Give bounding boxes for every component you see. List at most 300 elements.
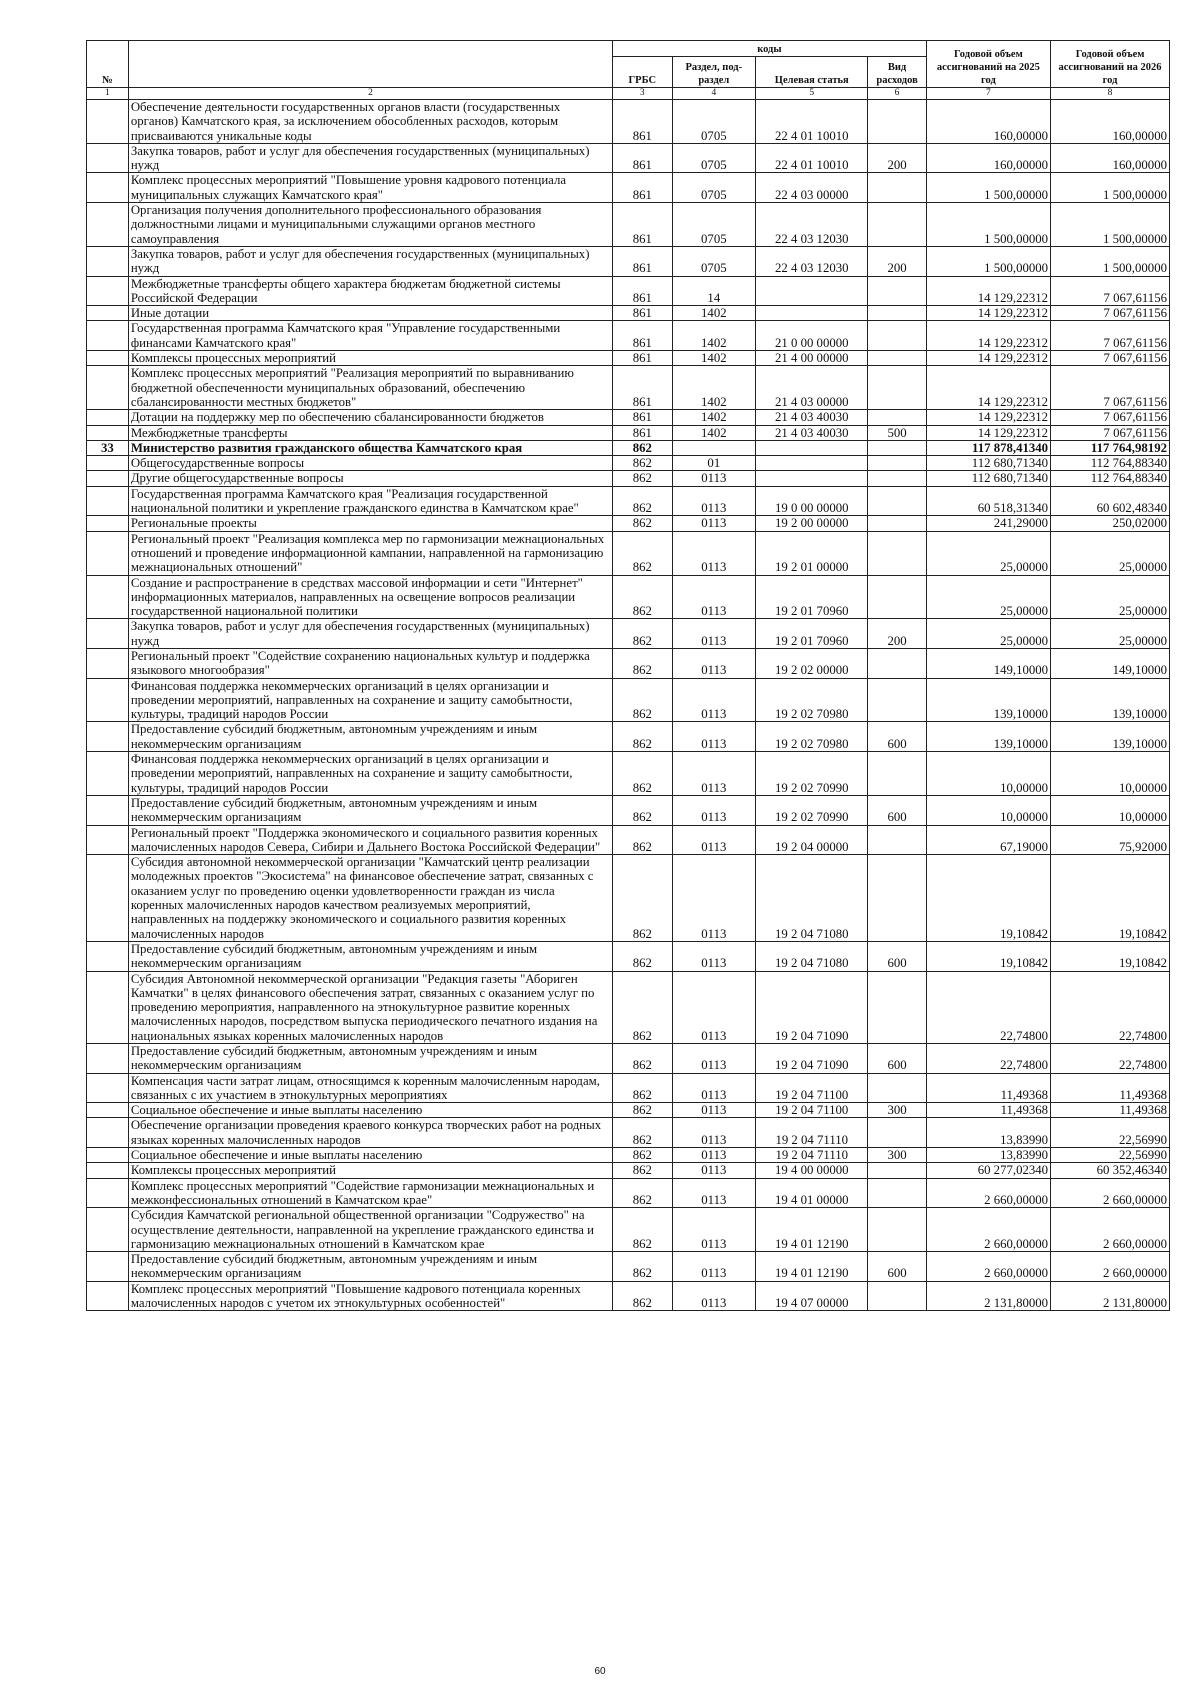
row-number	[87, 941, 129, 971]
volume-2026: 10,00000	[1051, 752, 1170, 796]
expense-type-code	[868, 410, 926, 425]
item-name: Региональный проект "Реализация комплекса мер по гармонизации межнациональных отношений и проведение информационной кампании, направленной на гармонизацию межнациональных отношений"	[128, 531, 612, 575]
table-row	[87, 855, 1170, 942]
section-code: 1402	[672, 351, 756, 366]
item-name: Закупка товаров, работ и услуг для обеспечения государственных (муниципальных) нужд	[128, 143, 612, 173]
table-row	[87, 619, 1170, 649]
table-row	[87, 1073, 1170, 1103]
table-row	[87, 722, 1170, 752]
item-name: Финансовая поддержка некоммерческих организаций в целях организации и проведении мероприятий, направленных на сохранение и защиту самобытности, культуры, традиций народов России	[128, 678, 612, 722]
grbs-code: 861	[613, 321, 672, 351]
volume-2026: 19,10842	[1051, 855, 1170, 942]
volume-2025: 160,00000	[926, 100, 1050, 144]
row-number	[87, 971, 129, 1043]
volume-2026: 7 067,61156	[1051, 351, 1170, 366]
grbs-code: 862	[613, 1148, 672, 1163]
item-name: Комплекс процессных мероприятий "Содействие гармонизации межнациональных и межконфессиональных отношений в Камчатском крае"	[128, 1178, 612, 1208]
expense-type-code	[868, 531, 926, 575]
grbs-code: 862	[613, 575, 672, 619]
target-code	[756, 276, 868, 306]
volume-2025: 25,00000	[926, 575, 1050, 619]
grbs-code: 862	[613, 531, 672, 575]
target-code: 19 4 01 12190	[756, 1208, 868, 1252]
row-number	[87, 1148, 129, 1163]
grbs-code: 862	[613, 619, 672, 649]
grbs-code: 861	[613, 410, 672, 425]
row-number	[87, 1208, 129, 1252]
volume-2025: 19,10842	[926, 855, 1050, 942]
section-code: 0705	[672, 173, 756, 203]
row-number	[87, 722, 129, 752]
expense-type-code	[868, 306, 926, 321]
grbs-code: 862	[613, 1163, 672, 1178]
row-number	[87, 648, 129, 678]
item-name: Комплекс процессных мероприятий "Повышение кадрового потенциала коренных малочисленных народов с учетом их этнокультурных особенностей"	[128, 1281, 612, 1311]
expense-type-code	[868, 516, 926, 531]
row-number	[87, 1178, 129, 1208]
item-name: Региональные проекты	[128, 516, 612, 531]
target-code: 21 4 03 40030	[756, 425, 868, 440]
volume-2025: 2 131,80000	[926, 1281, 1050, 1311]
item-name: Межбюджетные трансферты	[128, 425, 612, 440]
table-row	[87, 678, 1170, 722]
target-code: 22 4 01 10010	[756, 100, 868, 144]
target-code: 19 4 00 00000	[756, 1163, 868, 1178]
column-number: 1	[87, 88, 129, 100]
table-row	[87, 1252, 1170, 1282]
volume-2025: 112 680,71340	[926, 456, 1050, 471]
grbs-code: 862	[613, 486, 672, 516]
table-row	[87, 1044, 1170, 1074]
grbs-code: 862	[613, 471, 672, 486]
target-code: 19 2 04 71100	[756, 1103, 868, 1118]
table-row	[87, 440, 1170, 455]
section-code: 0113	[672, 531, 756, 575]
table-row	[87, 203, 1170, 247]
row-number	[87, 619, 129, 649]
volume-2026: 22,56990	[1051, 1118, 1170, 1148]
item-name: Обеспечение организации проведения краевого конкурса творческих работ на родных языках коренных малочисленных народов	[128, 1118, 612, 1148]
expense-type-code: 200	[868, 619, 926, 649]
table-row	[87, 246, 1170, 276]
row-number	[87, 678, 129, 722]
header-name	[128, 41, 612, 88]
section-code: 1402	[672, 306, 756, 321]
item-name: Предоставление субсидий бюджетным, автономным учреждениям и иным некоммерческим организациям	[128, 1252, 612, 1282]
volume-2025: 139,10000	[926, 678, 1050, 722]
page-number: 60	[594, 1666, 606, 1677]
volume-2025: 13,83990	[926, 1118, 1050, 1148]
item-name: Межбюджетные трансферты общего характера бюджетам бюджетной системы Российской Федерации	[128, 276, 612, 306]
target-code: 22 4 01 10010	[756, 143, 868, 173]
volume-2026: 75,92000	[1051, 825, 1170, 855]
table-row	[87, 516, 1170, 531]
volume-2026: 25,00000	[1051, 575, 1170, 619]
volume-2025: 2 660,00000	[926, 1252, 1050, 1282]
expense-type-code	[868, 486, 926, 516]
expense-type-code	[868, 100, 926, 144]
target-code: 19 4 01 12190	[756, 1252, 868, 1282]
grbs-code: 862	[613, 1281, 672, 1311]
section-code: 0113	[672, 1281, 756, 1311]
budget-table	[86, 40, 1170, 1311]
table-row	[87, 531, 1170, 575]
header-target: Целевая статья	[756, 57, 868, 88]
table-row	[87, 941, 1170, 971]
volume-2025: 14 129,22312	[926, 306, 1050, 321]
section-code: 0113	[672, 471, 756, 486]
table-row	[87, 456, 1170, 471]
volume-2025: 14 129,22312	[926, 276, 1050, 306]
section-code: 0113	[672, 722, 756, 752]
target-code: 22 4 03 12030	[756, 246, 868, 276]
table-row	[87, 410, 1170, 425]
row-number	[87, 366, 129, 410]
section-code: 0113	[672, 971, 756, 1043]
grbs-code: 862	[613, 722, 672, 752]
volume-2026: 139,10000	[1051, 722, 1170, 752]
row-number	[87, 825, 129, 855]
table-row	[87, 1148, 1170, 1163]
item-name: Государственная программа Камчатского края "Управление государственными финансами Камчатского края"	[128, 321, 612, 351]
expense-type-code	[868, 825, 926, 855]
target-code: 19 2 04 71090	[756, 1044, 868, 1074]
expense-type-code: 600	[868, 722, 926, 752]
item-name: Закупка товаров, работ и услуг для обеспечения государственных (муниципальных) нужд	[128, 619, 612, 649]
table-row	[87, 425, 1170, 440]
volume-2026: 25,00000	[1051, 531, 1170, 575]
volume-2026: 60 352,46340	[1051, 1163, 1170, 1178]
item-name: Компенсация части затрат лицам, относящимся к коренным малочисленным народам, связанных с их участием в этнокультурных мероприятиях	[128, 1073, 612, 1103]
row-number	[87, 855, 129, 942]
item-name: Социальное обеспечение и иные выплаты населению	[128, 1103, 612, 1118]
grbs-code: 861	[613, 366, 672, 410]
target-code: 19 2 04 71110	[756, 1118, 868, 1148]
row-number	[87, 456, 129, 471]
item-name: Министерство развития гражданского общества Камчатского края	[128, 440, 612, 455]
volume-2026: 112 764,88340	[1051, 471, 1170, 486]
expense-type-code	[868, 648, 926, 678]
item-name: Закупка товаров, работ и услуг для обеспечения государственных (муниципальных) нужд	[128, 246, 612, 276]
expense-type-code	[868, 1118, 926, 1148]
item-name: Предоставление субсидий бюджетным, автономным учреждениям и иным некоммерческим организациям	[128, 1044, 612, 1074]
table-row	[87, 100, 1170, 144]
volume-2026: 1 500,00000	[1051, 246, 1170, 276]
grbs-code: 862	[613, 855, 672, 942]
section-code: 14	[672, 276, 756, 306]
volume-2026: 7 067,61156	[1051, 410, 1170, 425]
expense-type-code: 600	[868, 1252, 926, 1282]
volume-2026: 2 660,00000	[1051, 1252, 1170, 1282]
grbs-code: 862	[613, 941, 672, 971]
expense-type-code	[868, 1208, 926, 1252]
volume-2026: 7 067,61156	[1051, 276, 1170, 306]
expense-type-code: 600	[868, 1044, 926, 1074]
grbs-code: 862	[613, 516, 672, 531]
target-code	[756, 456, 868, 471]
table-row	[87, 1163, 1170, 1178]
section-code: 0113	[672, 1178, 756, 1208]
column-number: 7	[926, 88, 1050, 100]
grbs-code: 862	[613, 440, 672, 455]
grbs-code: 862	[613, 1103, 672, 1118]
budget-sheet	[86, 40, 1170, 1311]
row-number	[87, 486, 129, 516]
target-code: 19 2 02 70990	[756, 752, 868, 796]
target-code	[756, 306, 868, 321]
target-code: 19 2 04 71080	[756, 941, 868, 971]
volume-2026: 25,00000	[1051, 619, 1170, 649]
item-name: Финансовая поддержка некоммерческих организаций в целях организации и проведении мероприятий, направленных на сохранение и защиту самобытности, культуры, традиций народов России	[128, 752, 612, 796]
volume-2025: 19,10842	[926, 941, 1050, 971]
grbs-code: 862	[613, 1252, 672, 1282]
row-number	[87, 246, 129, 276]
section-code: 0113	[672, 855, 756, 942]
item-name: Региональный проект "Содействие сохранению национальных культур и поддержка языкового многообразия"	[128, 648, 612, 678]
section-code: 1402	[672, 410, 756, 425]
column-number-row	[87, 88, 1170, 100]
volume-2025: 139,10000	[926, 722, 1050, 752]
target-code	[756, 440, 868, 455]
grbs-code: 861	[613, 100, 672, 144]
column-number: 8	[1051, 88, 1170, 100]
volume-2026: 7 067,61156	[1051, 366, 1170, 410]
volume-2025: 112 680,71340	[926, 471, 1050, 486]
row-number	[87, 752, 129, 796]
volume-2025: 14 129,22312	[926, 410, 1050, 425]
grbs-code: 862	[613, 456, 672, 471]
row-number	[87, 351, 129, 366]
section-code: 0113	[672, 1073, 756, 1103]
section-code: 0113	[672, 1208, 756, 1252]
item-name: Создание и распространение в средствах массовой информации и сети "Интернет" информационных материалов, направленных на освещение вопросов реализации государственной национальной политики	[128, 575, 612, 619]
expense-type-code: 600	[868, 941, 926, 971]
grbs-code: 862	[613, 795, 672, 825]
grbs-code: 861	[613, 276, 672, 306]
item-name: Организация получения дополнительного профессионального образования должностными лицами и муниципальными служащими органов местного самоуправления	[128, 203, 612, 247]
target-code: 19 2 04 00000	[756, 825, 868, 855]
target-code: 19 2 02 70990	[756, 795, 868, 825]
item-name: Предоставление субсидий бюджетным, автономным учреждениям и иным некоммерческим организациям	[128, 722, 612, 752]
grbs-code: 861	[613, 246, 672, 276]
item-name: Комплекс процессных мероприятий "Реализация мероприятий по выравниванию бюджетной обеспеченности муниципальных образований, обеспечению сбалансированности местных бюджетов"	[128, 366, 612, 410]
table-row	[87, 351, 1170, 366]
table-row	[87, 471, 1170, 486]
volume-2026: 22,74800	[1051, 1044, 1170, 1074]
expense-type-code	[868, 1073, 926, 1103]
column-number: 6	[868, 88, 926, 100]
expense-type-code	[868, 203, 926, 247]
row-number	[87, 1073, 129, 1103]
volume-2025: 25,00000	[926, 619, 1050, 649]
section-code: 0113	[672, 619, 756, 649]
target-code: 21 4 03 40030	[756, 410, 868, 425]
target-code: 19 2 02 70980	[756, 722, 868, 752]
volume-2025: 2 660,00000	[926, 1178, 1050, 1208]
target-code: 22 4 03 00000	[756, 173, 868, 203]
volume-2026: 7 067,61156	[1051, 306, 1170, 321]
volume-2026: 250,02000	[1051, 516, 1170, 531]
table-row	[87, 752, 1170, 796]
row-number	[87, 471, 129, 486]
section-code: 1402	[672, 425, 756, 440]
table-row	[87, 1118, 1170, 1148]
item-name: Комплекс процессных мероприятий "Повышение уровня кадрового потенциала муниципальных служащих Камчатского края"	[128, 173, 612, 203]
section-code	[672, 440, 756, 455]
grbs-code: 861	[613, 203, 672, 247]
table-row	[87, 276, 1170, 306]
table-row	[87, 486, 1170, 516]
section-code: 0113	[672, 1148, 756, 1163]
row-number	[87, 1103, 129, 1118]
table-row	[87, 971, 1170, 1043]
section-code: 0113	[672, 1103, 756, 1118]
header-volume-2025: Годовой объем ассигнований на 2025 год	[926, 41, 1050, 88]
volume-2025: 117 878,41340	[926, 440, 1050, 455]
volume-2025: 149,10000	[926, 648, 1050, 678]
volume-2026: 2 131,80000	[1051, 1281, 1170, 1311]
row-number	[87, 1281, 129, 1311]
target-code: 19 2 04 71100	[756, 1073, 868, 1103]
target-code: 22 4 03 12030	[756, 203, 868, 247]
expense-type-code	[868, 440, 926, 455]
row-number	[87, 1118, 129, 1148]
expense-type-code: 200	[868, 246, 926, 276]
item-name: Предоставление субсидий бюджетным, автономным учреждениям и иным некоммерческим организациям	[128, 795, 612, 825]
section-code: 0113	[672, 752, 756, 796]
target-code: 21 0 00 00000	[756, 321, 868, 351]
section-code: 0705	[672, 203, 756, 247]
volume-2025: 22,74800	[926, 1044, 1050, 1074]
grbs-code: 861	[613, 143, 672, 173]
expense-type-code	[868, 173, 926, 203]
volume-2025: 14 129,22312	[926, 366, 1050, 410]
grbs-code: 861	[613, 351, 672, 366]
expense-type-code	[868, 1163, 926, 1178]
target-code: 19 2 02 70980	[756, 678, 868, 722]
expense-type-code: 300	[868, 1148, 926, 1163]
item-name: Другие общегосударственные вопросы	[128, 471, 612, 486]
row-number	[87, 531, 129, 575]
target-code: 19 2 04 71110	[756, 1148, 868, 1163]
expense-type-code	[868, 366, 926, 410]
volume-2025: 11,49368	[926, 1103, 1050, 1118]
section-code: 0113	[672, 516, 756, 531]
volume-2026: 2 660,00000	[1051, 1208, 1170, 1252]
volume-2025: 10,00000	[926, 795, 1050, 825]
expense-type-code	[868, 752, 926, 796]
expense-type-code	[868, 471, 926, 486]
section-code: 0705	[672, 246, 756, 276]
volume-2025: 13,83990	[926, 1148, 1050, 1163]
section-code: 0705	[672, 100, 756, 144]
expense-type-code: 300	[868, 1103, 926, 1118]
table-row	[87, 143, 1170, 173]
row-number	[87, 575, 129, 619]
grbs-code: 862	[613, 1178, 672, 1208]
volume-2026: 1 500,00000	[1051, 203, 1170, 247]
section-code: 0113	[672, 678, 756, 722]
volume-2026: 160,00000	[1051, 143, 1170, 173]
volume-2026: 2 660,00000	[1051, 1178, 1170, 1208]
header-section: Раздел, под-раздел	[672, 57, 756, 88]
column-number: 3	[613, 88, 672, 100]
volume-2025: 14 129,22312	[926, 351, 1050, 366]
table-body	[87, 100, 1170, 1311]
section-code: 1402	[672, 366, 756, 410]
table-row	[87, 825, 1170, 855]
expense-type-code	[868, 321, 926, 351]
table-row	[87, 366, 1170, 410]
item-name: Обеспечение деятельности государственных органов власти (государственных органов) Камчатского края, за исключением обособленных расходов, которым присваиваются уникальные коды	[128, 100, 612, 144]
target-code: 19 2 01 00000	[756, 531, 868, 575]
target-code: 21 4 03 00000	[756, 366, 868, 410]
table-row	[87, 1103, 1170, 1118]
volume-2025: 67,19000	[926, 825, 1050, 855]
item-name: Субсидия Камчатской региональной общественной организации "Содружество" на осуществление деятельности, направленной на укрепление гражданского единства и гармонизацию межнациональных отношений в Камчатском крае	[128, 1208, 612, 1252]
section-code: 0113	[672, 486, 756, 516]
grbs-code: 862	[613, 1044, 672, 1074]
row-number	[87, 410, 129, 425]
volume-2026: 160,00000	[1051, 100, 1170, 144]
volume-2025: 1 500,00000	[926, 203, 1050, 247]
volume-2025: 160,00000	[926, 143, 1050, 173]
volume-2026: 149,10000	[1051, 648, 1170, 678]
section-code: 0113	[672, 1044, 756, 1074]
volume-2026: 117 764,98192	[1051, 440, 1170, 455]
row-number	[87, 1163, 129, 1178]
column-number: 2	[128, 88, 612, 100]
row-number	[87, 1252, 129, 1282]
target-code: 19 2 00 00000	[756, 516, 868, 531]
item-name: Комплексы процессных мероприятий	[128, 351, 612, 366]
volume-2025: 22,74800	[926, 971, 1050, 1043]
item-name: Предоставление субсидий бюджетным, автономным учреждениям и иным некоммерческим организациям	[128, 941, 612, 971]
grbs-code: 861	[613, 306, 672, 321]
volume-2026: 11,49368	[1051, 1103, 1170, 1118]
volume-2026: 7 067,61156	[1051, 321, 1170, 351]
target-code: 19 2 04 71080	[756, 855, 868, 942]
volume-2026: 7 067,61156	[1051, 425, 1170, 440]
volume-2026: 19,10842	[1051, 941, 1170, 971]
section-code: 0113	[672, 1163, 756, 1178]
expense-type-code	[868, 456, 926, 471]
volume-2025: 1 500,00000	[926, 246, 1050, 276]
section-code: 0113	[672, 575, 756, 619]
volume-2025: 2 660,00000	[926, 1208, 1050, 1252]
section-code: 0113	[672, 648, 756, 678]
expense-type-code	[868, 855, 926, 942]
target-code: 19 4 07 00000	[756, 1281, 868, 1311]
item-name: Дотации на поддержку мер по обеспечению сбалансированности бюджетов	[128, 410, 612, 425]
row-number	[87, 1044, 129, 1074]
target-code: 19 4 01 00000	[756, 1178, 868, 1208]
volume-2026: 22,56990	[1051, 1148, 1170, 1163]
volume-2026: 112 764,88340	[1051, 456, 1170, 471]
grbs-code: 861	[613, 425, 672, 440]
table-row	[87, 648, 1170, 678]
expense-type-code	[868, 276, 926, 306]
item-name: Субсидия автономной некоммерческой организации "Камчатский центр реализации молодежных проектов "Экосистема" на финансовое обеспечение затрат, связанных с оказанием услуг по проведению оценки удовлетворенности граждан из числа коренных малочисленных народов качеством реализуемых мероприятий, направленных на поддержку экономического и социального развития коренных малочисленных народов	[128, 855, 612, 942]
volume-2025: 11,49368	[926, 1073, 1050, 1103]
expense-type-code: 600	[868, 795, 926, 825]
volume-2026: 139,10000	[1051, 678, 1170, 722]
header-grbs: ГРБС	[613, 57, 672, 88]
volume-2025: 60 518,31340	[926, 486, 1050, 516]
table-row	[87, 795, 1170, 825]
target-code: 19 2 01 70960	[756, 575, 868, 619]
grbs-code: 862	[613, 1118, 672, 1148]
